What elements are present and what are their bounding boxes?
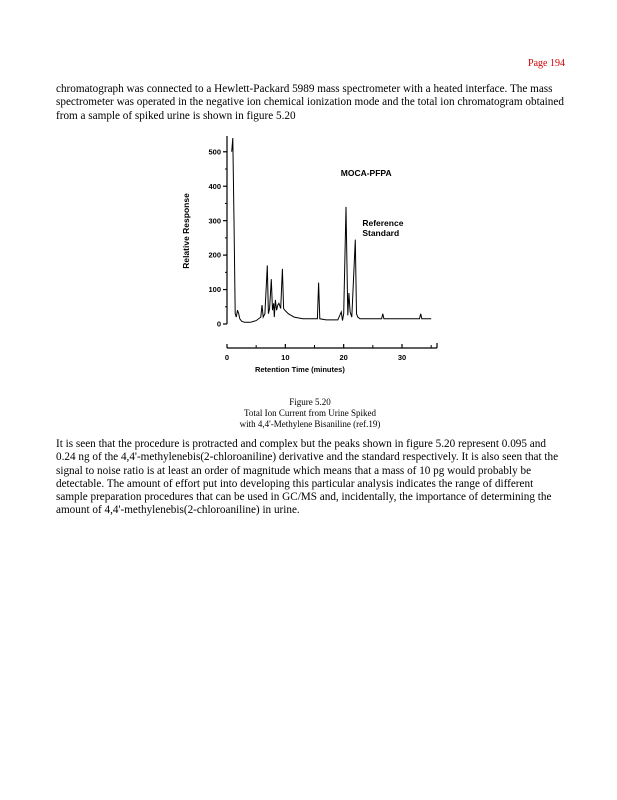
x-tick-label: 30 bbox=[397, 353, 407, 362]
annotation-moca-pfpa: MOCA-PFPA bbox=[340, 167, 392, 178]
x-tick-label: 10 bbox=[281, 353, 290, 362]
y-tick-label: 200 bbox=[208, 250, 221, 260]
chromatogram-chart bbox=[175, 130, 445, 385]
y-axis bbox=[208, 136, 227, 329]
y-tick-label: 500 bbox=[208, 147, 221, 157]
x-tick-label: 0 bbox=[224, 353, 230, 362]
figure-caption bbox=[175, 397, 445, 430]
caption-figure-number: Figure 5.20 bbox=[289, 397, 331, 407]
caption-line-3: with 4,4'-Methylene Bisaniline (ref.19) bbox=[239, 419, 381, 429]
chromatogram-figure bbox=[175, 130, 445, 385]
caption-line-2: Total Ion Current from Urine Spiked bbox=[243, 408, 377, 418]
x-axis bbox=[225, 343, 437, 362]
y-tick-label: 300 bbox=[208, 216, 221, 226]
y-axis-label: Relative Response bbox=[181, 193, 191, 269]
annotation-standard: Standard bbox=[362, 228, 400, 239]
x-axis-label: Retention Time (minutes) bbox=[254, 365, 345, 374]
x-tick-label: 20 bbox=[339, 353, 348, 362]
annotation-reference: Reference bbox=[362, 217, 404, 228]
y-tick-label: 400 bbox=[208, 181, 221, 191]
series-line-total-ion-current bbox=[232, 138, 432, 322]
y-tick-label: 100 bbox=[208, 285, 221, 295]
y-tick-label: 0 bbox=[216, 319, 221, 329]
paragraph-discussion: It is seen that the procedure is protracted and complex but the peaks shown in figure 5.20 represent 0.095 and 0.24 ng of the 4,4'-methylenebis(2-chloroaniline) derivative and the standard respectively. It is also seen that the signal to noise ratio is at least an order of magnitude which means that a mass of 10 pg would probably be detectable. The amount of effort put into developing this particular analysis indicates the range of different sample preparation procedures that can be used in GC/MS and, incidentally, the importance of determining the amount of 4,4'-methylenebis(2-chloroaniline) in urine. bbox=[56, 438, 559, 517]
page-number: Page 194 bbox=[528, 58, 565, 69]
paragraph-intro: chromatograph was connected to a Hewlett-Packard 5989 mass spectrometer with a heated interface. The mass spectrometer was operated in the negative ion chemical ionization mode and the total ion chromatogram obtained from a sample of spiked urine is shown in figure 5.20 bbox=[56, 83, 564, 122]
